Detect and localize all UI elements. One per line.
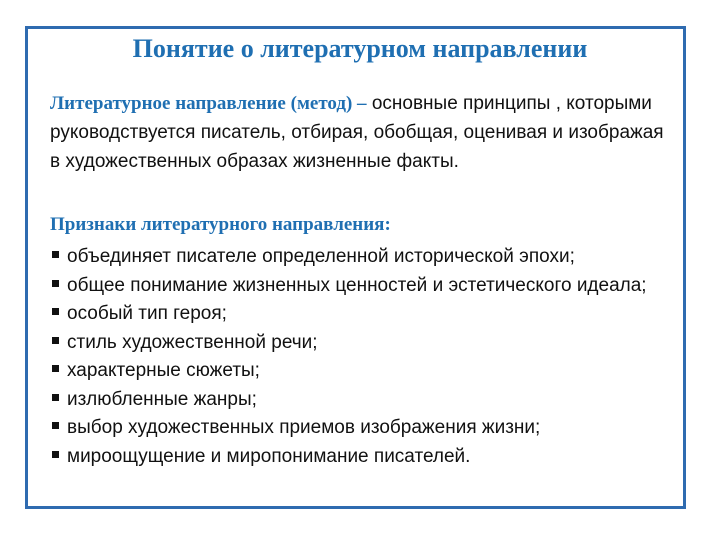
features-list	[50, 243, 675, 471]
features-heading: Признаки литературного направления:	[50, 214, 391, 235]
list-item-text: мироощущение и миропонимание писателей.	[67, 445, 471, 467]
square-bullet-icon	[52, 337, 59, 344]
list-item-text: характерные сюжеты;	[67, 360, 260, 381]
list-item-text: излюбленные жанры;	[67, 388, 257, 410]
list-item	[50, 272, 675, 301]
list-item	[50, 243, 675, 272]
square-bullet-icon	[52, 365, 59, 372]
square-bullet-icon	[52, 451, 59, 458]
square-bullet-icon	[52, 280, 59, 287]
list-item	[50, 443, 675, 472]
definition-paragraph	[50, 89, 670, 176]
list-item-text: стиль художественной речи;	[67, 331, 318, 353]
list-item-text: выбор художественных приемов изображения жизни;	[67, 417, 541, 438]
list-item-text: особый тип героя;	[67, 303, 227, 324]
square-bullet-icon	[52, 308, 59, 315]
list-item	[50, 386, 675, 415]
square-bullet-icon	[52, 394, 59, 401]
list-item-text: объединяет писателе определенной исторической эпохи;	[67, 246, 575, 267]
list-item	[50, 414, 675, 443]
list-item-text: общее понимание жизненных ценностей и эстетического идеала;	[67, 274, 647, 296]
definition-text: основные принципы , которыми руководствуется писатель, отбирая, обобщая, оценивая и изображая в художественных образах жизненные факты.	[50, 93, 664, 172]
page-title: Понятие о литературном направлении	[132, 34, 588, 63]
square-bullet-icon	[52, 251, 59, 258]
list-item	[50, 300, 675, 329]
square-bullet-icon	[52, 422, 59, 429]
list-item	[50, 329, 675, 358]
definition-term: Литературное направление (метод) –	[50, 93, 367, 114]
list-item	[50, 357, 675, 386]
